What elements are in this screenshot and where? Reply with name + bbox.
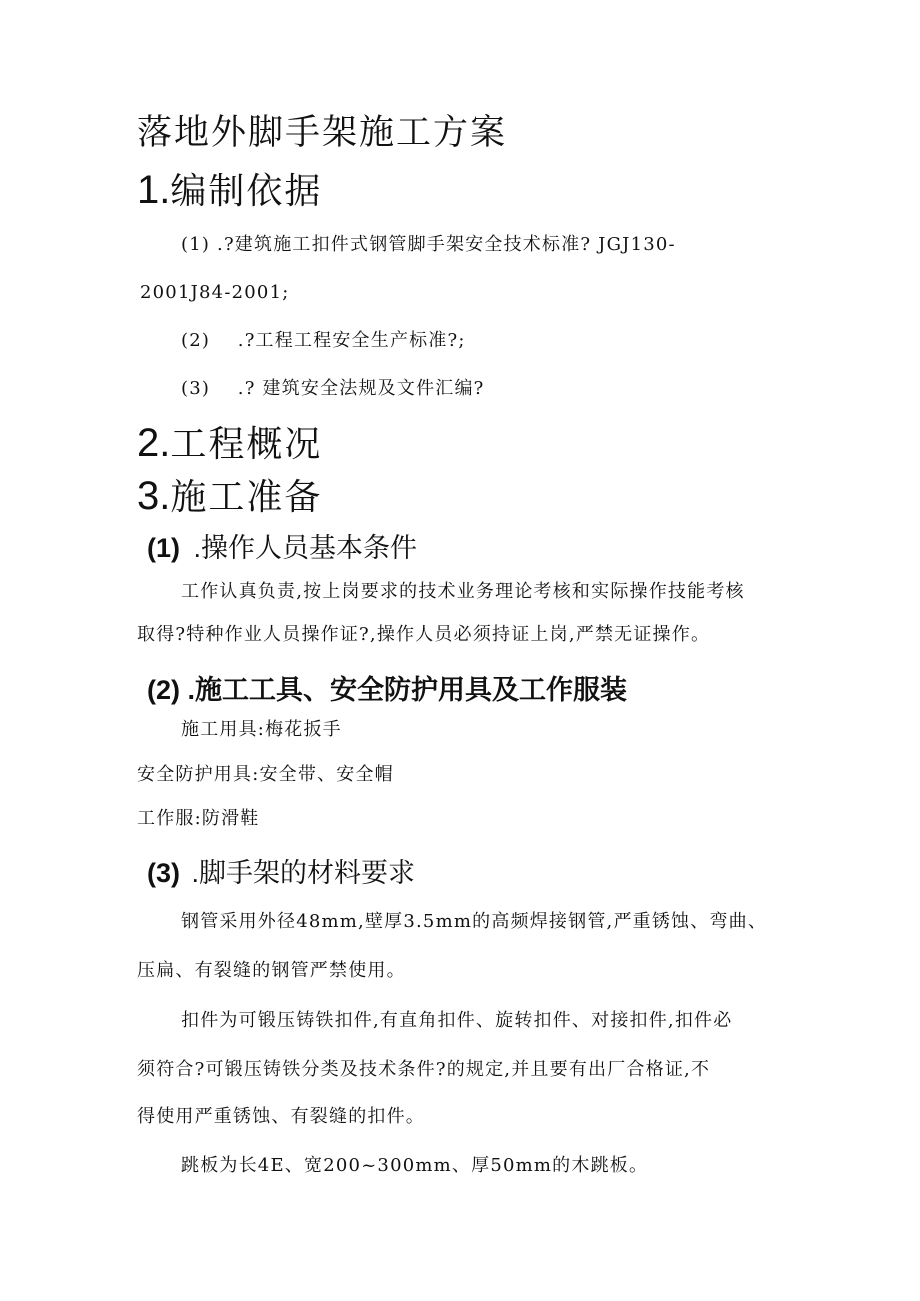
personnel-line-2: 取得?特种作业人员操作证?,操作人员必须持证上岗,严禁无证操作。	[137, 624, 711, 645]
material-fastener-line-2: 须符合?可锻压铸铁分类及技术条件?的规定,并且要有出厂合格证,不	[137, 1059, 711, 1080]
material-fastener-line-3: 得使用严重锈蚀、有裂缝的扣件。	[137, 1106, 425, 1127]
protective-gear-line: 安全防护用具:安全带、安全帽	[137, 764, 394, 785]
section-3-number: 3.	[137, 474, 171, 518]
tools-line: 施工用具:梅花扳手	[181, 719, 342, 740]
section-2-title: 工程概况	[170, 424, 323, 465]
subsection-2-heading: (2) .施工工具、安全防护用具及工作服装	[147, 675, 628, 705]
section-1-title: 编制依据	[170, 171, 323, 212]
section-2-number: 2.	[137, 421, 171, 465]
work-clothes-line: 工作服:防滑鞋	[137, 808, 260, 829]
subsection-3-number: (3)	[147, 858, 180, 888]
section-1-heading	[137, 170, 322, 210]
material-board-line: 跳板为长4E、宽200~300mm、厚50mm的木跳板。	[181, 1155, 649, 1176]
material-pipe-line-1: 钢管采用外径48mm,壁厚3.5mm的高频焊接钢管,严重锈蚀、弯曲、	[181, 911, 768, 932]
subsection-1-number: (1)	[147, 533, 180, 563]
basis-item-1-line-1: (1) .?建筑施工扣件式钢管脚手架安全技术标准? JGJ130-	[181, 234, 676, 255]
basis-item-1-line-2: 2001J84-2001;	[140, 282, 290, 303]
section-3-title: 施工准备	[170, 477, 323, 518]
document-title: 落地外脚手架施工方案	[137, 113, 508, 153]
subsection-1-heading	[147, 535, 417, 562]
subsection-1-title: .操作人员基本条件	[193, 533, 418, 563]
material-fastener-line-1: 扣件为可锻压铸铁扣件,有直角扣件、旋转扣件、对接扣件,扣件必	[181, 1010, 733, 1031]
material-pipe-line-2: 压扁、有裂缝的钢管严禁使用。	[137, 960, 406, 981]
personnel-line-1: 工作认真负责,按上岗要求的技术业务理论考核和实际操作技能考核	[181, 581, 745, 602]
section-3-heading	[137, 476, 322, 516]
section-1-number: 1.	[137, 168, 171, 212]
subsection-3-heading	[147, 860, 415, 887]
basis-item-2: (2) .?工程工程安全生产标准?;	[181, 330, 466, 351]
section-2-heading	[137, 423, 322, 463]
basis-item-3: (3) .? 建筑安全法规及文件汇编?	[181, 378, 485, 399]
subsection-3-title: .脚手架的材料要求	[191, 858, 416, 888]
